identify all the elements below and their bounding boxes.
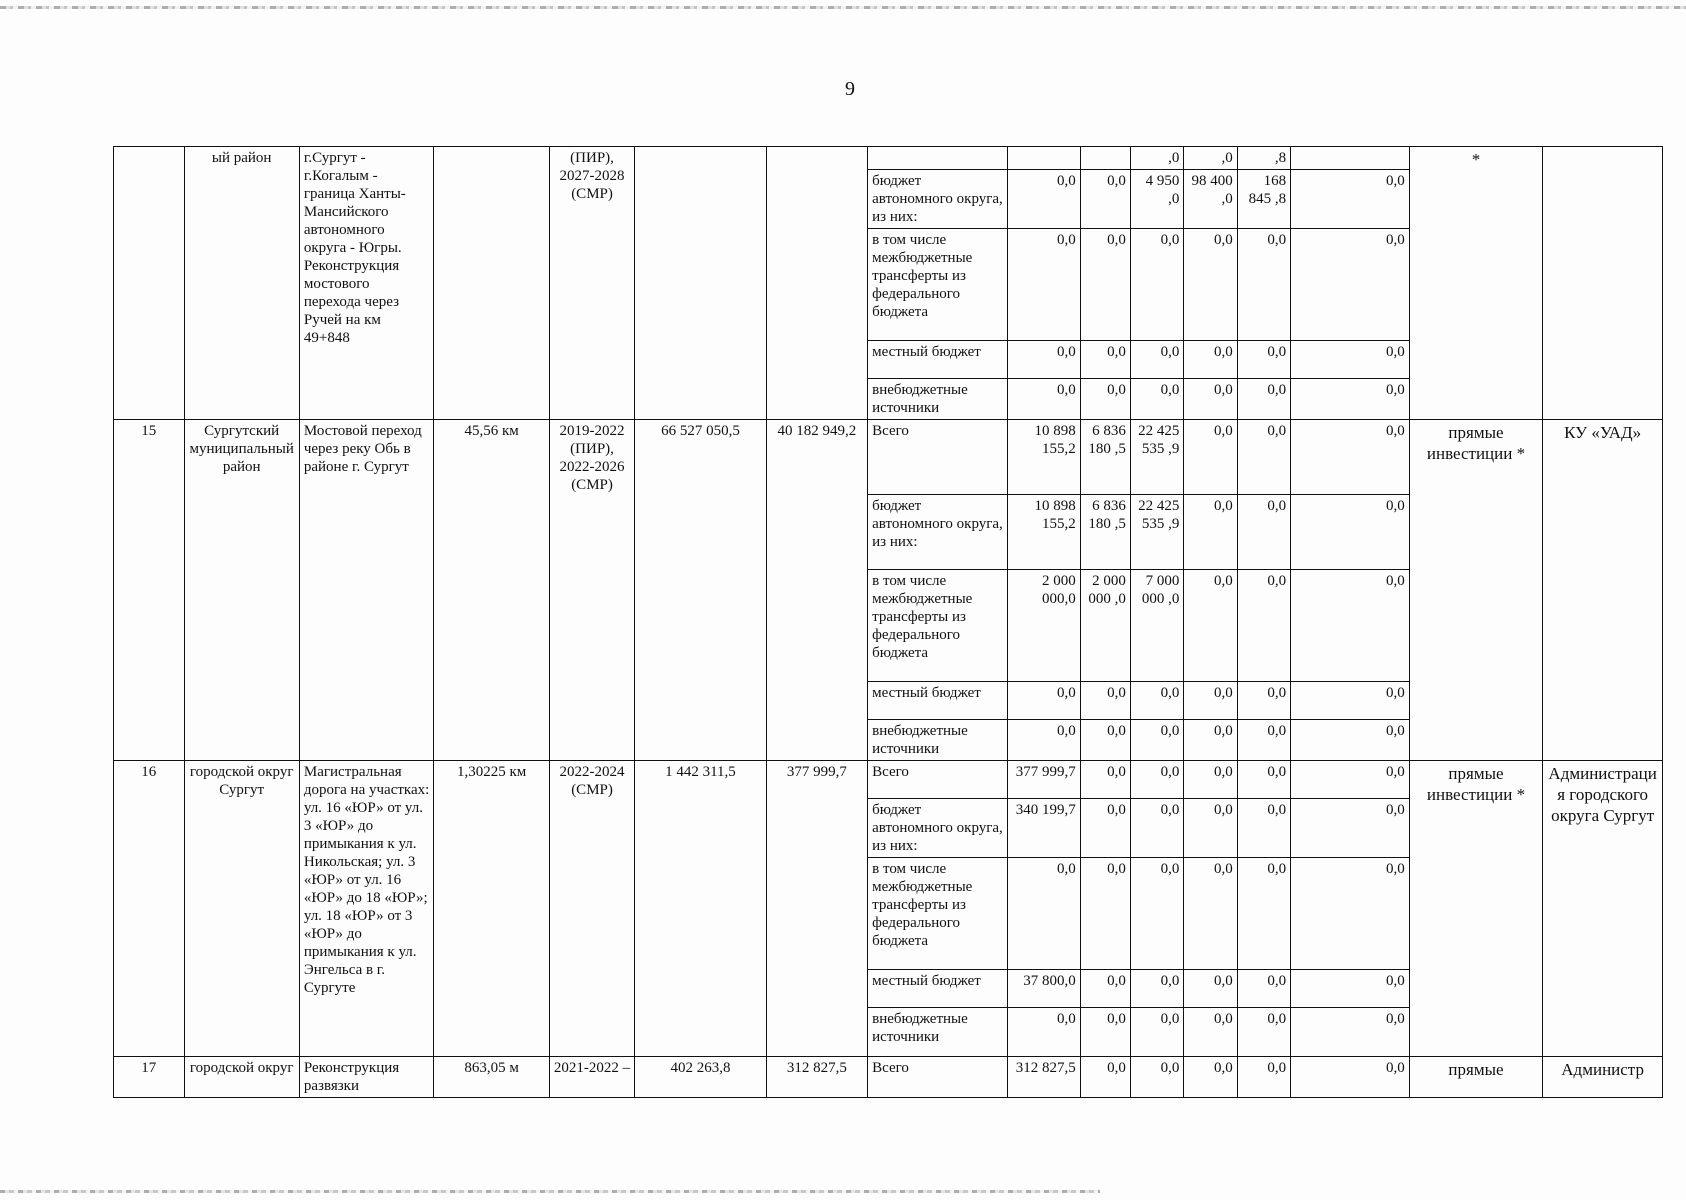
amount-cell: 0,0 [1008,1008,1081,1057]
amount-cell: 0,0 [1130,379,1183,420]
amount-cell: 340 199,7 [1008,799,1081,858]
scan-artifact-top [0,6,1686,9]
amount-cell [1291,147,1410,170]
source-label: местный бюджет [868,970,1008,1008]
amount-cell: 2 000 000,0 [1008,570,1081,682]
amount-cell: 10 898 155,2 [1008,495,1081,570]
amount-cell: 0,0 [1291,229,1410,341]
amount-cell: 0,0 [1130,858,1183,970]
amount-cell: 168 845 ,8 [1237,170,1290,229]
source-label: бюджет автономного округа, из них: [868,799,1008,858]
source-label: местный бюджет [868,341,1008,379]
customer-cell: КУ «УАД» [1543,420,1663,761]
amount-cell: 0,0 [1291,341,1410,379]
source-label: в том числе межбюджетные трансферты из федерального бюджета [868,229,1008,341]
territory-cell: городской округ Сургут [184,761,299,1057]
row-number: 16 [114,761,185,1057]
period-cell: (ПИР), 2027-2028 (СМР) [549,147,634,420]
amount-cell: 0,0 [1130,799,1183,858]
amount-cell: 0,0 [1291,720,1410,761]
amount-cell: 0,0 [1291,570,1410,682]
territory-cell: городской округ [184,1057,299,1098]
customer-cell: Администр [1543,1057,1663,1098]
amount-cell: 0,0 [1130,970,1183,1008]
amount-cell: 6 836 180 ,5 [1080,420,1130,495]
balance-cell: 377 999,7 [766,761,867,1057]
source-label: внебюджетные источники [868,379,1008,420]
amount-cell: 0,0 [1130,341,1183,379]
amount-cell: 0,0 [1008,229,1081,341]
investment-form-cell: прямые [1409,1057,1543,1098]
amount-cell: 0,0 [1080,1008,1130,1057]
amount-cell: 4 950 ,0 [1130,170,1183,229]
amount-cell: 0,0 [1291,682,1410,720]
source-label: внебюджетные источники [868,1008,1008,1057]
object-name-cell: Мостовой переход через реку Обь в районе г. Сургут [299,420,434,761]
amount-cell: 0,0 [1184,495,1237,570]
amount-cell: 22 425 535 ,9 [1130,495,1183,570]
amount-cell: 0,0 [1008,341,1081,379]
amount-cell: 0,0 [1008,682,1081,720]
balance-cell: 40 182 949,2 [766,420,867,761]
source-label: внебюджетные источники [868,720,1008,761]
amount-cell: 98 400 ,0 [1184,170,1237,229]
capacity-cell [434,147,549,420]
amount-cell: 0,0 [1184,720,1237,761]
amount-cell: 22 425 535 ,9 [1130,420,1183,495]
amount-cell: 0,0 [1080,341,1130,379]
source-label [868,147,1008,170]
amount-cell: 0,0 [1130,1057,1183,1098]
amount-cell: 0,0 [1130,229,1183,341]
period-cell: 2022-2024 (СМР) [549,761,634,1057]
amount-cell: 0,0 [1291,379,1410,420]
investment-form-cell: прямые инвестиции * [1409,420,1543,761]
amount-cell: 0,0 [1291,970,1410,1008]
period-cell: 2019-2022 (ПИР), 2022-2026 (СМР) [549,420,634,761]
cost-cell: 66 527 050,5 [635,420,766,761]
amount-cell: ,0 [1130,147,1183,170]
amount-cell: 0,0 [1080,379,1130,420]
amount-cell: 0,0 [1184,858,1237,970]
amount-cell: 0,0 [1237,495,1290,570]
amount-cell: 0,0 [1008,720,1081,761]
amount-cell: 0,0 [1184,420,1237,495]
source-label: Всего [868,420,1008,495]
amount-cell: 10 898 155,2 [1008,420,1081,495]
customer-cell: Администрация городского округа Сургут [1543,761,1663,1057]
amount-cell: 0,0 [1237,970,1290,1008]
row-number [114,147,185,420]
balance-cell [766,147,867,420]
row-number: 17 [114,1057,185,1098]
amount-cell: 0,0 [1080,761,1130,799]
customer-cell [1543,147,1663,420]
scan-artifact-bottom [0,1190,1100,1193]
table-row [114,761,1663,799]
amount-cell: 0,0 [1008,858,1081,970]
amount-cell: 0,0 [1291,1008,1410,1057]
investment-form-cell: прямые инвестиции * [1409,761,1543,1057]
amount-cell: 0,0 [1184,341,1237,379]
source-label: бюджет автономного округа, из них: [868,495,1008,570]
amount-cell: 0,0 [1237,379,1290,420]
amount-cell: 0,0 [1080,682,1130,720]
amount-cell: 7 000 000 ,0 [1130,570,1183,682]
amount-cell: 6 836 180 ,5 [1080,495,1130,570]
amount-cell: 0,0 [1237,682,1290,720]
amount-cell: 0,0 [1291,495,1410,570]
amount-cell: 0,0 [1184,570,1237,682]
amount-cell: 0,0 [1008,170,1081,229]
amount-cell: 0,0 [1237,341,1290,379]
territory-cell: ый район [184,147,299,420]
source-label: местный бюджет [868,682,1008,720]
amount-cell: 0,0 [1291,799,1410,858]
amount-cell: 0,0 [1237,1057,1290,1098]
amount-cell: 0,0 [1008,379,1081,420]
table-row [114,147,1663,170]
cost-cell [635,147,766,420]
amount-cell: 0,0 [1291,170,1410,229]
amount-cell: 0,0 [1130,761,1183,799]
cost-cell: 1 442 311,5 [635,761,766,1057]
object-name-cell: г.Сургут - г.Когалым - граница Ханты-Мансийского автономного округа - Югры. Реконструкция мостового перехода через Ручей на км 49+848 [299,147,434,420]
amount-cell: 0,0 [1291,761,1410,799]
object-name-cell: Реконструкция развязки [299,1057,434,1098]
amount-cell: 0,0 [1291,420,1410,495]
amount-cell: 0,0 [1184,379,1237,420]
capacity-cell: 1,30225 км [434,761,549,1057]
amount-cell: 0,0 [1184,761,1237,799]
object-name-cell: Магистральная дорога на участках: ул. 16 «ЮР» от ул. 3 «ЮР» до примыкания к ул. Никольская; ул. 3 «ЮР» от ул. 16 «ЮР» до 18 «ЮР»; ул. 18 «ЮР» от 3 «ЮР» до примыкания к ул. Энгельса в г. Сургуте [299,761,434,1057]
amount-cell [1008,147,1081,170]
territory-cell: Сургутский муниципальный район [184,420,299,761]
amount-cell: 0,0 [1237,229,1290,341]
source-label: в том числе межбюджетные трансферты из федерального бюджета [868,858,1008,970]
amount-cell: 0,0 [1184,682,1237,720]
source-label: Всего [868,761,1008,799]
amount-cell: 2 000 000 ,0 [1080,570,1130,682]
amount-cell: ,8 [1237,147,1290,170]
investment-table [113,146,1663,1098]
page-number: 9 [845,78,855,100]
amount-cell: 312 827,5 [1008,1057,1081,1098]
amount-cell: 0,0 [1237,799,1290,858]
amount-cell: 0,0 [1237,720,1290,761]
balance-cell: 312 827,5 [766,1057,867,1098]
amount-cell: 0,0 [1237,1008,1290,1057]
amount-cell: 0,0 [1130,682,1183,720]
amount-cell: 0,0 [1184,799,1237,858]
source-label: в том числе межбюджетные трансферты из федерального бюджета [868,570,1008,682]
amount-cell: 377 999,7 [1008,761,1081,799]
source-label: бюджет автономного округа, из них: [868,170,1008,229]
amount-cell: 0,0 [1080,970,1130,1008]
cost-cell: 402 263,8 [635,1057,766,1098]
amount-cell: 0,0 [1237,858,1290,970]
amount-cell: 0,0 [1237,420,1290,495]
amount-cell: ,0 [1184,147,1237,170]
capacity-cell: 45,56 км [434,420,549,761]
amount-cell: 0,0 [1184,1008,1237,1057]
investment-form-cell: * [1409,147,1543,420]
table-row [114,1057,1663,1098]
amount-cell: 0,0 [1080,170,1130,229]
amount-cell: 37 800,0 [1008,970,1081,1008]
row-number: 15 [114,420,185,761]
period-cell: 2021-2022 – [549,1057,634,1098]
amount-cell: 0,0 [1184,1057,1237,1098]
amount-cell: 0,0 [1184,229,1237,341]
amount-cell: 0,0 [1080,720,1130,761]
amount-cell: 0,0 [1130,720,1183,761]
amount-cell: 0,0 [1130,1008,1183,1057]
amount-cell: 0,0 [1080,799,1130,858]
table-row [114,420,1663,495]
capacity-cell: 863,05 м [434,1057,549,1098]
amount-cell: 0,0 [1291,1057,1410,1098]
amount-cell: 0,0 [1080,1057,1130,1098]
amount-cell: 0,0 [1080,858,1130,970]
amount-cell: 0,0 [1080,229,1130,341]
amount-cell: 0,0 [1237,570,1290,682]
source-label: Всего [868,1057,1008,1098]
amount-cell: 0,0 [1184,970,1237,1008]
amount-cell: 0,0 [1237,761,1290,799]
amount-cell [1080,147,1130,170]
amount-cell: 0,0 [1291,858,1410,970]
